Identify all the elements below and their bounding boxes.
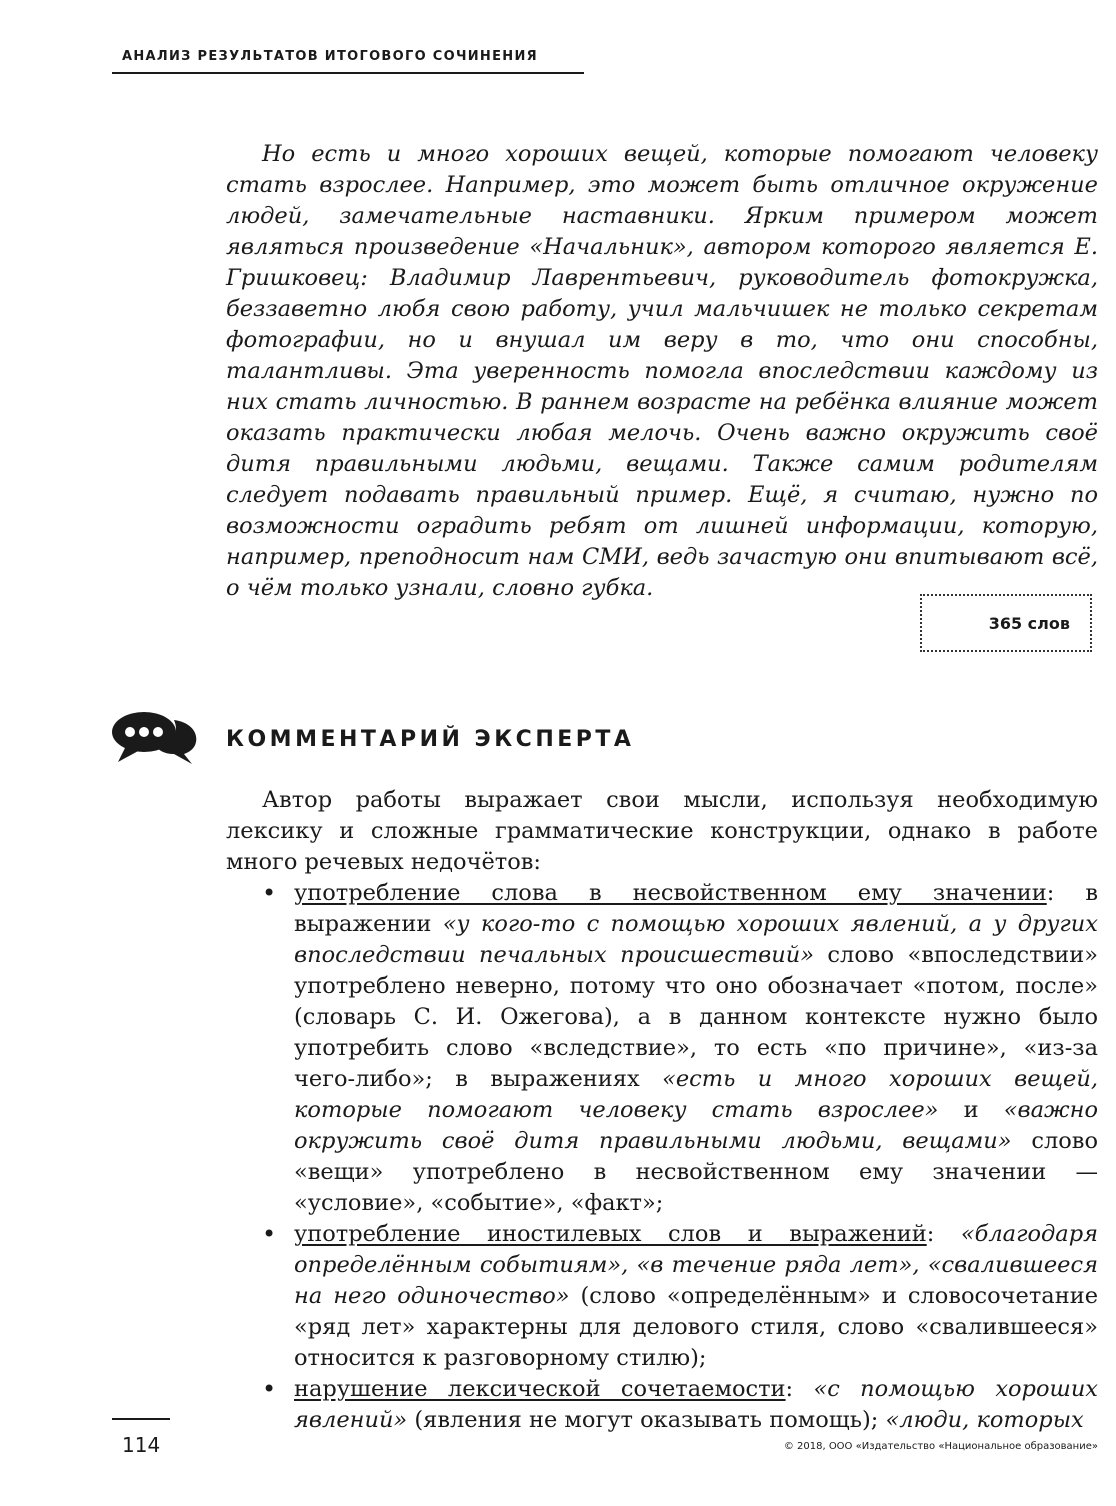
quote: «важно окружить своё дитя правильными людьми, вещами» xyxy=(294,1097,1098,1154)
copyright-notice: © 2018, ООО «Издательство «Национальное образование» xyxy=(783,1441,1098,1452)
text-fragment: : в выражении xyxy=(294,880,1098,937)
list-item xyxy=(262,1219,1099,1374)
commentary-intro: Автор работы выражает свои мысли, используя необходимую лексику и сложные грамматические конструкции, однако в работе много речевых недочётов: xyxy=(226,787,1098,875)
text-fragment: : xyxy=(926,1221,961,1247)
text-fragment: и xyxy=(938,1097,1004,1123)
text-fragment: (явления не могут оказывать помощь); xyxy=(407,1407,886,1433)
text-fragment: (слово «определённым» и словосочетание «ряд лет» характерны для делового стиля, слово «свалившееся» относится к разговорному стилю); xyxy=(294,1283,1099,1371)
issue-term: нарушение лексической сочетаемости xyxy=(294,1376,786,1402)
quote: «у кого-то с помощью хороших явлений, а у других впоследствии печальных происшествий» xyxy=(294,911,1098,968)
text-fragment: : xyxy=(785,1376,814,1402)
bullet-icon: • xyxy=(262,879,277,907)
issue-term: употребление слова в несвойственном ему значении xyxy=(294,880,1047,906)
header-rule xyxy=(112,72,584,74)
quote: «с помощью хороших явлений» xyxy=(294,1376,1098,1433)
issue-term: употребление иностилевых слов и выражений xyxy=(294,1221,927,1247)
list-item xyxy=(262,878,1098,1219)
text-fragment: слово «вещи» употреблено в несвойственном ему значении — «условие», «событие», «факт»; xyxy=(294,1128,1098,1216)
bullet-icon: • xyxy=(262,1375,277,1403)
issue-list xyxy=(226,878,1098,1436)
word-count-label: 365 слов xyxy=(988,613,1070,633)
quote: «благодаря определённым событиям», «в течение ряда лет», «свалившееся на него одиночество» xyxy=(294,1221,1098,1309)
quote: «есть и много хороших вещей, которые помогают человеку стать взрослее» xyxy=(294,1066,1098,1123)
word-count-box xyxy=(920,594,1092,652)
page-number: 114 xyxy=(122,1433,161,1457)
section-title: КОММЕНТАРИЙ ЭКСПЕРТА xyxy=(226,727,635,752)
running-title: АНАЛИЗ РЕЗУЛЬТАТОВ ИТОГОВОГО СОЧИНЕНИЯ xyxy=(122,49,538,64)
essay-paragraph: Но есть и много хороших вещей, которые помогают человеку стать взрослее. Например, это может быть отличное окружение людей, замечательные наставники. Ярким примером может являться произведение «Начальник», автором которого является Е. Гришковец: Владимир Лаврентьевич, руководитель фотокружка, беззаветно любя свою работу, учил мальчишек не только секретам фотографии, но и внушал им веру в то, что они способны, талантливы. Эта уверенность помогла впоследствии каждому из них стать личностью. В раннем возрасте на ребёнка влияние может оказать практически любая мелочь. Очень важно окружить своё дитя правильными людьми, вещами. Также самим родителям следует подавать правильный пример. Ещё, я считаю, нужно по возможности оградить ребят от лишней информации, которую, например, преподносит нам СМИ, ведь зачастую они впитывают всё, о чём только узнали, словно губка. xyxy=(226,141,1098,601)
expert-commentary xyxy=(226,785,1098,1436)
list-item xyxy=(262,1374,1098,1436)
footer-rule xyxy=(112,1418,170,1420)
chat-bubbles-icon xyxy=(110,706,200,768)
bullet-icon: • xyxy=(262,1220,277,1248)
quote: «люди, которых xyxy=(885,1407,1084,1433)
text-fragment: слово «впоследствии» употреблено неверно, потому что оно обозначает «потом, после» (словарь С. И. Ожегова), а в данном контексте нужно было употребить слово «вследствие», то есть «по причине», «из-за чего-либо»; в выражениях xyxy=(294,942,1098,1092)
